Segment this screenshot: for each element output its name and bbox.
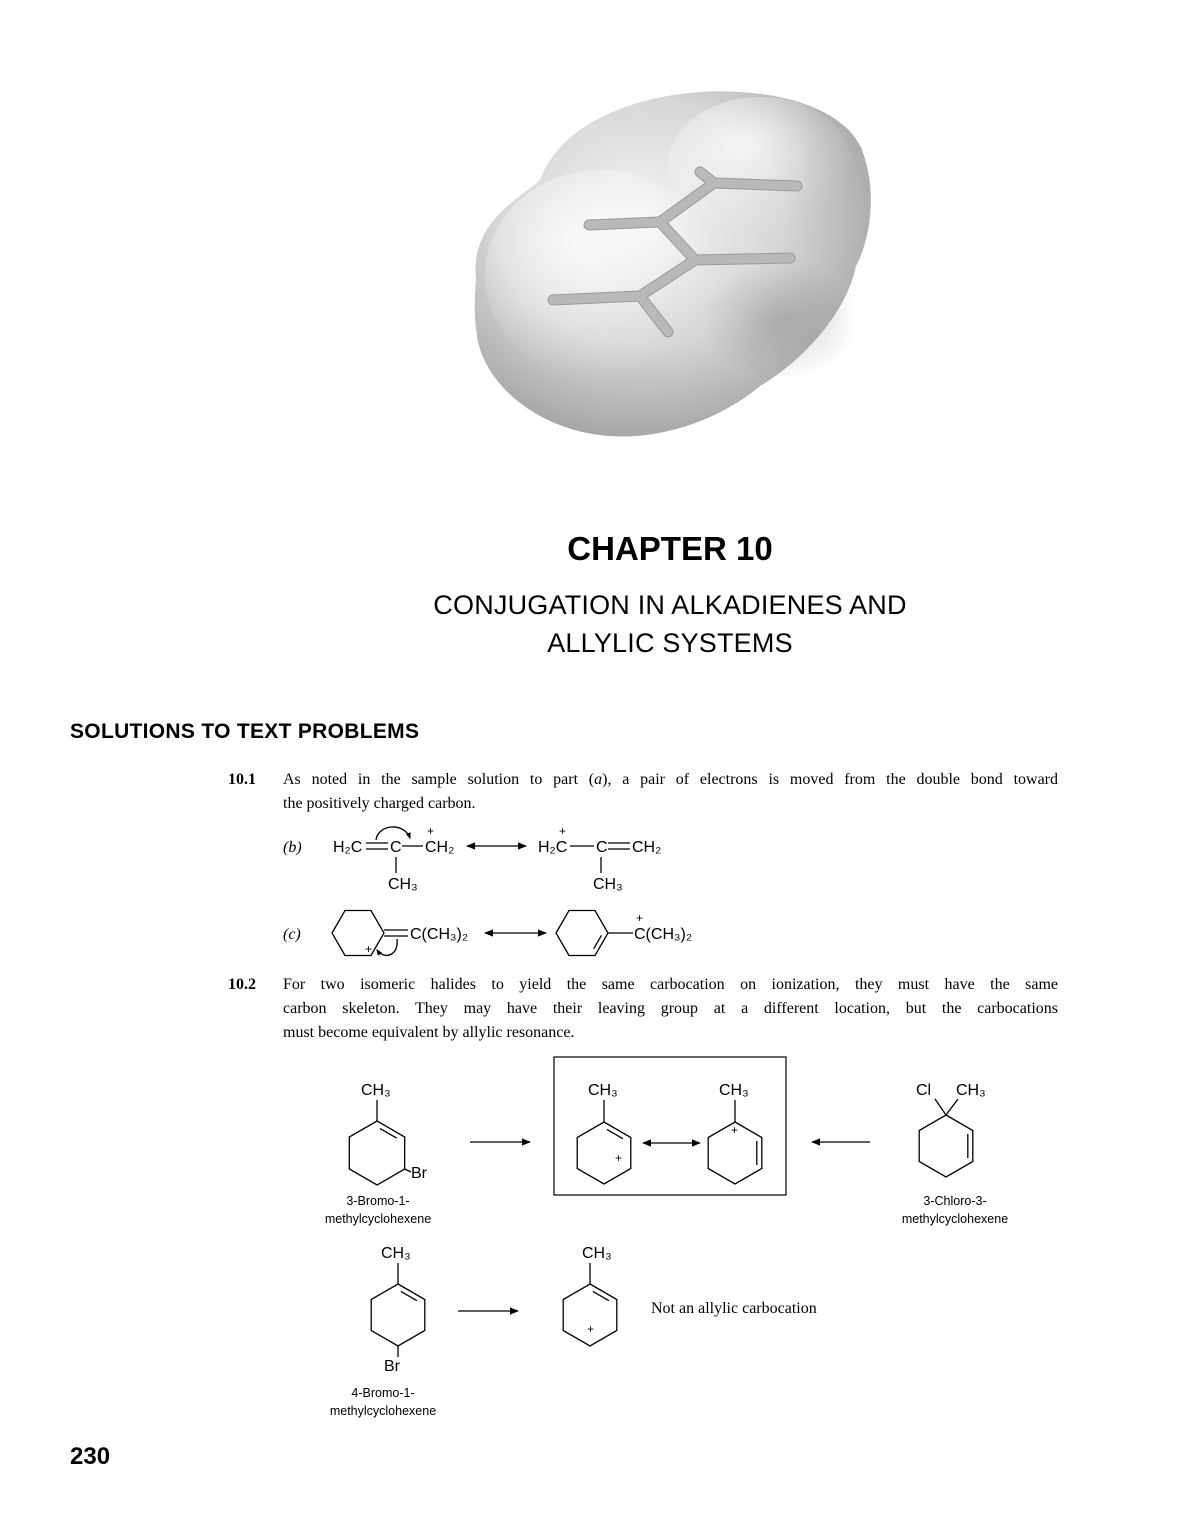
atom-label: Cl <box>916 1082 932 1099</box>
molecule-stick <box>695 258 790 260</box>
compound-name: 3-Chloro-3- <box>923 1194 987 1208</box>
atom-label: C <box>390 839 402 856</box>
chapter-title-line-1: CONJUGATION IN ALKADIENES AND <box>433 590 907 620</box>
compound-name: methylcyclohexene <box>901 1212 1009 1226</box>
atom-label: C <box>596 839 608 856</box>
molecule-stick <box>553 296 640 300</box>
text-fragment: As noted in the sample solution to part ( <box>283 771 595 788</box>
problem-text-line: carbon skeleton. They may have their leaving group at a different location, but the carbocations <box>283 1000 1058 1017</box>
problem-text-line: the positively charged carbon. <box>283 795 476 812</box>
atom-label: CH₃ <box>719 1082 749 1099</box>
atom-label: H₂C <box>538 839 568 856</box>
atom-label: CH₃ <box>582 1245 612 1262</box>
atom-label: C(CH₃)₂ <box>634 926 693 943</box>
cyclohexene-ring <box>349 1121 404 1185</box>
single-bond <box>935 1099 946 1115</box>
problem-number: 10.1 <box>228 771 256 788</box>
compound-name: 4-Bromo-1- <box>351 1386 415 1400</box>
positive-charge: + <box>615 1151 623 1165</box>
positive-charge: + <box>427 824 435 838</box>
chapter-title-line-2: ALLYLIC SYSTEMS <box>547 628 793 658</box>
atom-label: CH₃ <box>381 1245 411 1262</box>
positive-charge: + <box>365 942 373 956</box>
cyclohexene-ring <box>556 911 608 956</box>
molecule-4-bromo-1-methylcyclohexene <box>330 1245 436 1418</box>
allylic-cation-resonance-form-2 <box>708 1082 762 1184</box>
curved-electron-arrow <box>377 939 397 955</box>
atom-label: Br <box>411 1165 427 1182</box>
atom-label: CH₃ <box>388 876 418 893</box>
problem-text-line <box>283 772 1058 790</box>
single-bond <box>946 1099 958 1115</box>
positive-charge: + <box>636 911 644 925</box>
molecular-surface-image <box>475 91 871 436</box>
positive-charge: + <box>559 824 567 838</box>
compound-name: 3-Bromo-1- <box>346 1194 410 1208</box>
atom-label: CH₂ <box>632 839 662 856</box>
molecule-3-chloro-3-methylcyclohexene <box>902 1082 1008 1226</box>
section-heading: SOLUTIONS TO TEXT PROBLEMS <box>70 720 420 743</box>
problem-text-line: For two isomeric halides to yield the same carbocation on ionization, they must have the same <box>283 976 1058 993</box>
part-c-resonance <box>283 911 692 957</box>
surface-lobe-highlight <box>668 97 852 233</box>
part-c-label: (c) <box>283 926 301 943</box>
atom-label: CH₃ <box>361 1082 391 1099</box>
molecule-stick <box>714 183 797 186</box>
compound-name: methylcyclohexene <box>324 1212 432 1226</box>
figure-note: Not an allylic carbocation <box>651 1300 817 1317</box>
allylic-cation-resonance-form-1 <box>577 1082 631 1184</box>
cyclohexene-ring <box>919 1115 973 1177</box>
part-b-resonance <box>283 824 661 893</box>
atom-label: CH₃ <box>956 1082 986 1099</box>
positive-charge: + <box>731 1123 739 1137</box>
molecule-stick <box>589 222 660 225</box>
page-number: 230 <box>70 1443 111 1470</box>
problem-text-line: must become equivalent by allylic resonance. <box>283 1024 575 1041</box>
cyclohexene-ring <box>563 1284 617 1346</box>
text-fragment-italic: a <box>594 771 603 788</box>
cyclohexene-ring <box>577 1122 631 1184</box>
molecule-3-bromo-1-methylcyclohexene <box>325 1082 431 1226</box>
surface-shadow <box>700 260 860 380</box>
problem-number: 10.2 <box>228 976 256 993</box>
atom-label: H₂C <box>333 839 363 856</box>
non-allylic-carbocation <box>563 1245 617 1346</box>
atom-label: CH₃ <box>588 1082 618 1099</box>
cyclohexene-ring <box>371 1284 425 1346</box>
atom-label: C(CH₃)₂ <box>410 926 469 943</box>
ring-double-bond <box>380 1129 397 1139</box>
atom-label: CH₂ <box>425 839 455 856</box>
text-fragment: ), a pair of electrons is moved from the double bond toward <box>602 771 1058 788</box>
atom-label: Br <box>384 1358 400 1375</box>
atom-label: CH₃ <box>593 876 623 893</box>
part-b-label: (b) <box>283 839 302 856</box>
positive-charge: + <box>587 1322 595 1336</box>
cyclohexane-ring <box>332 911 384 956</box>
chapter-label: CHAPTER 10 <box>567 530 773 567</box>
compound-name: methylcyclohexene <box>329 1404 437 1418</box>
